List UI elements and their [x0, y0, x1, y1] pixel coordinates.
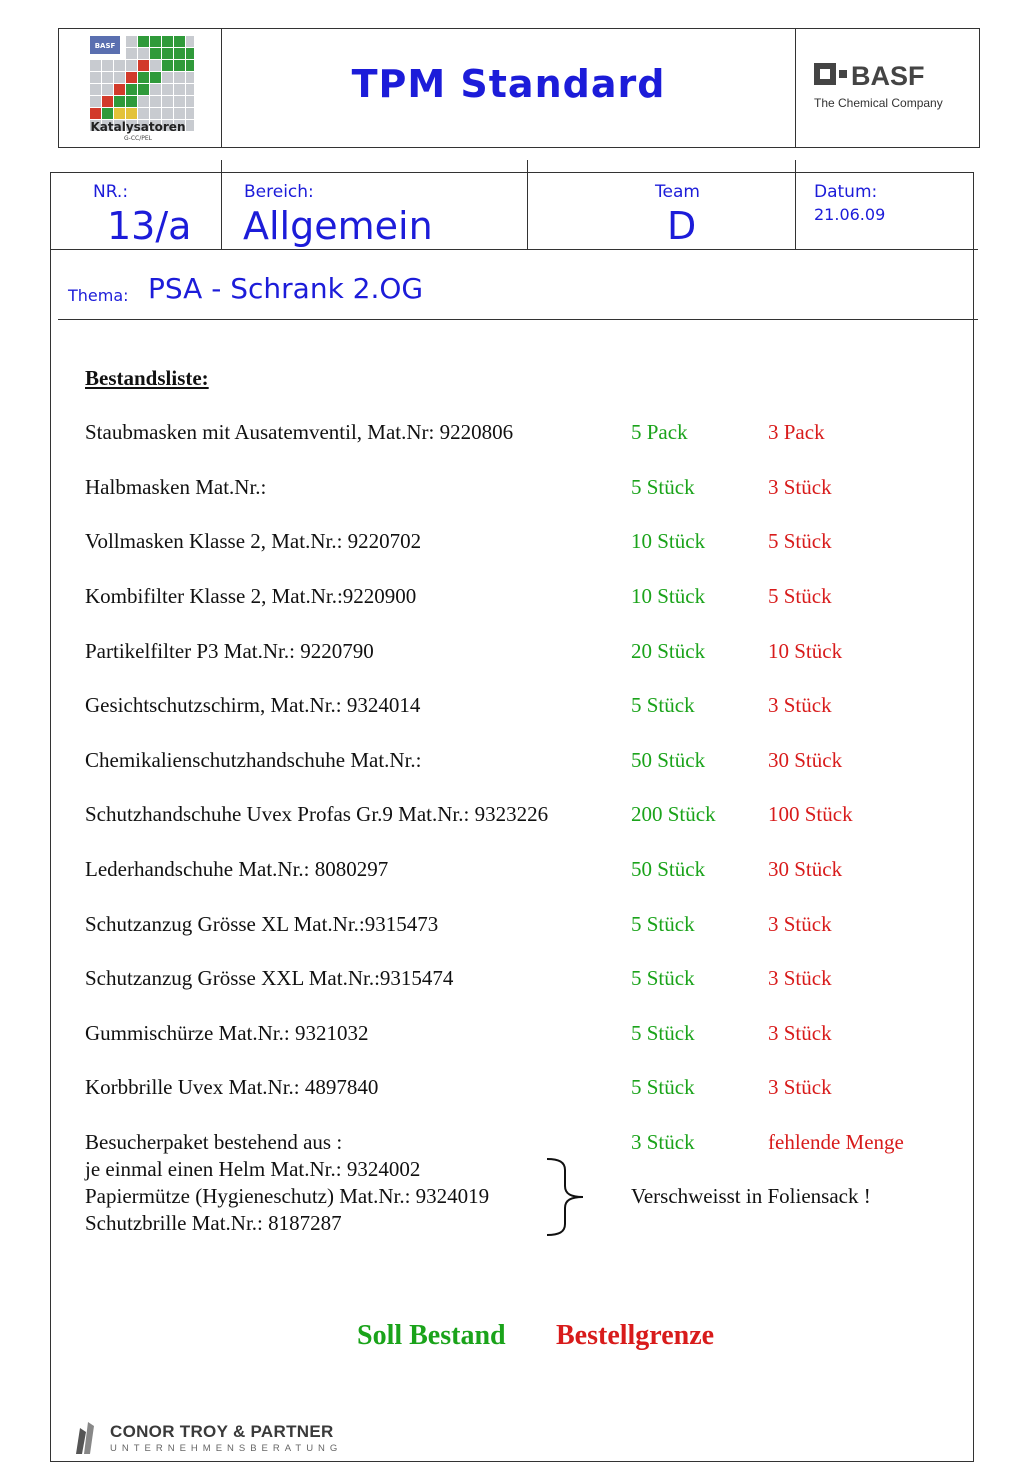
item-grenze: 100 Stück: [768, 802, 853, 826]
logo-grid-cell: [138, 96, 149, 107]
logo-grid-cell: [174, 72, 185, 83]
logo-grid-cell: [186, 108, 194, 119]
logo-grid-cell: [126, 48, 137, 59]
legend-soll-bestand: Soll Bestand: [357, 1320, 506, 1351]
item-grenze: 3 Stück: [768, 912, 832, 936]
item-soll: 20 Stück: [631, 639, 706, 663]
basf-wordmark: BASF: [851, 61, 925, 90]
logo-grid-cell: [186, 84, 194, 95]
logo-grid-cell: [162, 108, 173, 119]
logo-grid-cell: [138, 72, 149, 83]
item-name: Korbbrille Uvex Mat.Nr.: 4897840: [85, 1075, 379, 1099]
header-divider-right: [795, 28, 796, 148]
nr-label: NR.:: [93, 182, 129, 202]
logo-grid-cell: [174, 60, 185, 71]
logo-grid-cell: [186, 96, 194, 107]
item-name: Schutzhandschuhe Uvex Profas Gr.9 Mat.Nr.: 9323226: [85, 802, 549, 826]
item-name: Staubmasken mit Ausatemventil, Mat.Nr: 9220806: [85, 420, 514, 444]
logo-grid-cell: [114, 96, 125, 107]
item-name: Besucherpaket bestehend aus :: [85, 1130, 343, 1154]
bereich-label: Bereich:: [244, 182, 314, 202]
logo-grid-cell: [162, 84, 173, 95]
thema-value: PSA - Schrank 2.OG: [148, 272, 424, 305]
logo-grid-cell: [138, 36, 149, 47]
logo-grid-cell: [186, 60, 194, 71]
item-soll: 50 Stück: [631, 857, 706, 881]
list-item: [85, 966, 965, 994]
logo-grid-cell: [174, 108, 185, 119]
basf-logo: [813, 60, 963, 90]
item-name: Gesichtschutzschirm, Mat.Nr.: 9324014: [85, 693, 421, 717]
logo-grid-cell: [102, 84, 113, 95]
logo-grid-cell: [162, 36, 173, 47]
item-soll: 5 Stück: [631, 1021, 695, 1045]
logo-grid-cell: [126, 96, 137, 107]
footer-company-subtitle: UNTERNEHMENSBERATUNG: [110, 1443, 343, 1454]
team-label: Team: [655, 182, 700, 202]
bereich-value: Allgemein: [243, 204, 433, 248]
logo-caption: Katalysatoren: [90, 120, 186, 134]
document-title: TPM Standard: [351, 62, 666, 106]
list-item: [85, 584, 965, 612]
item-grenze: 3 Stück: [768, 475, 832, 499]
logo-grid-cell: [186, 36, 194, 47]
logo-grid-cell: [102, 96, 113, 107]
logo-grid-cell: [150, 108, 161, 119]
logo-grid-cell: [138, 108, 149, 119]
item-grenze: 10 Stück: [768, 639, 843, 663]
curly-brace-icon: [545, 1156, 585, 1238]
sub-item: Papiermütze (Hygieneschutz) Mat.Nr.: 9324019: [85, 1184, 490, 1208]
item-name: Partikelfilter P3 Mat.Nr.: 9220790: [85, 639, 374, 663]
list-item: [85, 420, 965, 448]
list-item: [85, 693, 965, 721]
list-item: [85, 529, 965, 557]
logo-grid-cell: [138, 48, 149, 59]
item-soll: 5 Stück: [631, 912, 695, 936]
logo-grid-cell: [150, 96, 161, 107]
datum-label: Datum:: [814, 182, 878, 202]
logo-grid-cell: [174, 84, 185, 95]
item-grenze: 5 Stück: [768, 584, 832, 608]
logo-grid-cell: [150, 60, 161, 71]
logo-grid-cell: [126, 72, 137, 83]
meta-divider-3: [795, 160, 796, 250]
logo-grid-cell: [102, 72, 113, 83]
item-soll: 5 Pack: [631, 420, 688, 444]
logo-grid-cell: [162, 72, 173, 83]
footer-company-name: CONOR TROY & PARTNER: [110, 1422, 334, 1441]
item-grenze: 30 Stück: [768, 748, 843, 772]
item-grenze: 30 Stück: [768, 857, 843, 881]
list-item: [85, 748, 965, 776]
logo-grid-cell: [162, 60, 173, 71]
list-item: [85, 1130, 965, 1158]
item-soll: 5 Stück: [631, 1075, 695, 1099]
item-grenze: 3 Stück: [768, 966, 832, 990]
thema-label: Thema:: [68, 286, 129, 305]
logo-grid-cell: [114, 72, 125, 83]
logo-grid-cell: [138, 60, 149, 71]
list-item: [85, 475, 965, 503]
logo-grid-cell: [186, 72, 194, 83]
list-item: [85, 639, 965, 667]
logo-grid-cell: [150, 48, 161, 59]
logo-grid-cell: [174, 96, 185, 107]
logo-grid-cell: [126, 108, 137, 119]
logo-grid-cell: [102, 108, 113, 119]
item-soll: 5 Stück: [631, 475, 695, 499]
list-item: [85, 1075, 965, 1103]
list-item: [85, 857, 965, 885]
item-name: Vollmasken Klasse 2, Mat.Nr.: 9220702: [85, 529, 422, 553]
item-grenze: 3 Pack: [768, 420, 825, 444]
team-value: D: [667, 204, 697, 248]
logo-grid-cell: [186, 48, 194, 59]
logo-grid-cell: [90, 84, 101, 95]
item-soll: 200 Stück: [631, 802, 716, 826]
logo-grid-cell: [174, 36, 185, 47]
logo-grid-cell: [90, 108, 101, 119]
list-item: [85, 1021, 965, 1049]
item-name: Kombifilter Klasse 2, Mat.Nr.:9220900: [85, 584, 417, 608]
logo-subcaption: G-CC/PEL: [124, 135, 152, 142]
sub-item: je einmal einen Helm Mat.Nr.: 9324002: [85, 1157, 421, 1181]
item-soll: 10 Stück: [631, 529, 706, 553]
logo-grid-cell: [102, 60, 113, 71]
list-heading: Bestandsliste:: [85, 366, 209, 390]
nr-value: 13/a: [107, 204, 192, 248]
legend-bestellgrenze: Bestellgrenze: [556, 1320, 715, 1351]
basf-tagline: The Chemical Company: [814, 96, 943, 110]
meta-divider-1: [221, 160, 222, 250]
item-name: Gummischürze Mat.Nr.: 9321032: [85, 1021, 369, 1045]
logo-grid-cell: [150, 84, 161, 95]
conor-troy-logo-icon: [72, 1418, 102, 1456]
list-item: [85, 802, 965, 830]
meta-divider-2: [527, 160, 528, 250]
logo-grid-cell: [126, 60, 137, 71]
item-grenze: 3 Stück: [768, 1021, 832, 1045]
item-name: Halbmasken Mat.Nr.:: [85, 475, 267, 499]
item-grenze: fehlende Menge: [768, 1130, 904, 1154]
logo-badge: BASF: [94, 42, 116, 50]
item-soll: 50 Stück: [631, 748, 706, 772]
logo-grid-cell: [90, 72, 101, 83]
list-item: [85, 912, 965, 940]
logo-grid-cell: [138, 84, 149, 95]
logo-grid-cell: [162, 96, 173, 107]
logo-grid-cell: [126, 36, 137, 47]
meta-row-bottom-line: [50, 249, 978, 250]
logo-grid-cell: [114, 108, 125, 119]
logo-grid-cell: [150, 72, 161, 83]
item-name: Lederhandschuhe Mat.Nr.: 8080297: [85, 857, 389, 881]
item-name: Schutzanzug Grösse XXL Mat.Nr.:9315474: [85, 966, 454, 990]
item-name: Schutzanzug Grösse XL Mat.Nr.:9315473: [85, 912, 439, 936]
item-soll: 3 Stück: [631, 1130, 695, 1154]
item-soll: 10 Stück: [631, 584, 706, 608]
logo-grid-cell: [174, 48, 185, 59]
logo-grid-cell: [90, 60, 101, 71]
thema-row-bottom-line: [58, 319, 978, 320]
item-grenze: 5 Stück: [768, 529, 832, 553]
item-grenze: 3 Stück: [768, 693, 832, 717]
sub-item: Schutzbrille Mat.Nr.: 8187287: [85, 1211, 342, 1235]
logo-grid-cell: [90, 96, 101, 107]
logo-grid-cell: [114, 60, 125, 71]
logo-grid-cell: [126, 84, 137, 95]
item-soll: 5 Stück: [631, 966, 695, 990]
item-name: Chemikalienschutzhandschuhe Mat.Nr.:: [85, 748, 422, 772]
item-soll: 5 Stück: [631, 693, 695, 717]
logo-grid-cell: [162, 48, 173, 59]
package-note: Verschweisst in Foliensack !: [631, 1184, 871, 1208]
logo-grid-cell: [114, 84, 125, 95]
logo-grid-cell: [150, 36, 161, 47]
item-grenze: 3 Stück: [768, 1075, 832, 1099]
datum-value: 21.06.09: [814, 205, 886, 224]
